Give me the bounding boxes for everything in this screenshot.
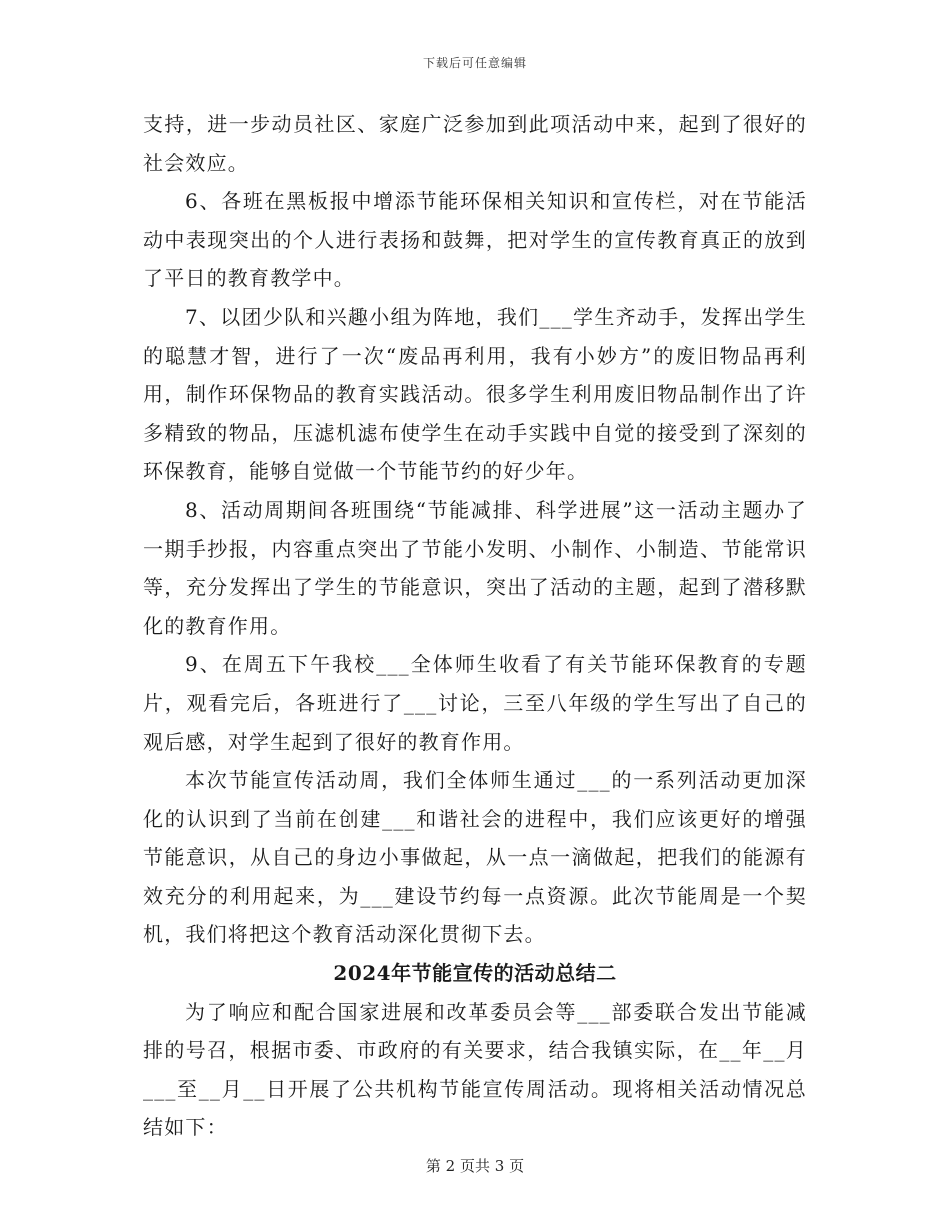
paragraph-item-6: 6、各班在黑板报中增添节能环保相关知识和宣传栏，对在节能活动中表现突出的个人进行表扬和鼓舞，把对学生的宣传教育真正的放到了平日的教育教学中。 [143, 189, 807, 291]
paragraph-item-7: 7、以团少队和兴趣小组为阵地，我们___学生齐动手，发挥出学生的聪慧才智，进行了一次“废品再利用，我有小妙方”的废旧物品再利用，制作环保物品的教育实践活动。很多学生利用废旧物品制作出了许多精致的物品，压滤机滤布使学生在动手实践中自觉的接受到了深刻的环保教育，能够自觉做一个节能节约的好少年。 [143, 304, 807, 484]
section-title: 2024年节能宣传的活动总结二 [333, 961, 617, 986]
paragraph-section2-intro: 为了响应和配合国家进展和改革委员会等___部委联合发出节能减排的号召，根据市委、市政府的有关要求，结合我镇实际，在__年__月___至__月__日开展了公共机构节能宣传周活动。现将相关活动情况总结如下： [143, 999, 807, 1140]
paragraph-item-8: 8、活动周期间各班围绕“节能减排、科学进展”这一活动主题办了一期手抄报，内容重点突出了节能小发明、小制作、小制造、节能常识等，充分发挥出了学生的节能意识，突出了活动的主题，起到了潜移默化的教育作用。 [143, 497, 807, 638]
paragraph-intro-continuation: 支持，进一步动员社区、家庭广泛参加到此项活动中来，起到了很好的社会效应。 [143, 112, 807, 175]
document-body [143, 105, 807, 1147]
paragraph-item-9: 9、在周五下午我校___全体师生收看了有关节能环保教育的专题片，观看完后，各班进行了___讨论，三至八年级的学生写出了自己的观后感，对学生起到了很好的教育作用。 [143, 652, 807, 754]
page-header: 下载后可任意编辑 [422, 56, 527, 70]
page-number: 第 2 页共 3 页 [425, 1157, 525, 1175]
paragraph-summary: 本次节能宣传活动周，我们全体师生通过___的一系列活动更加深化的认识到了当前在创建___和谐社会的进程中，我们应该更好的增强节能意识，从自己的身边小事做起，从一点一滴做起，把我们的能源有效充分的利用起来，为___建设节约每一点资源。此次节能周是一个契机，我们将把这个教育活动深化贯彻下去。 [143, 768, 807, 947]
